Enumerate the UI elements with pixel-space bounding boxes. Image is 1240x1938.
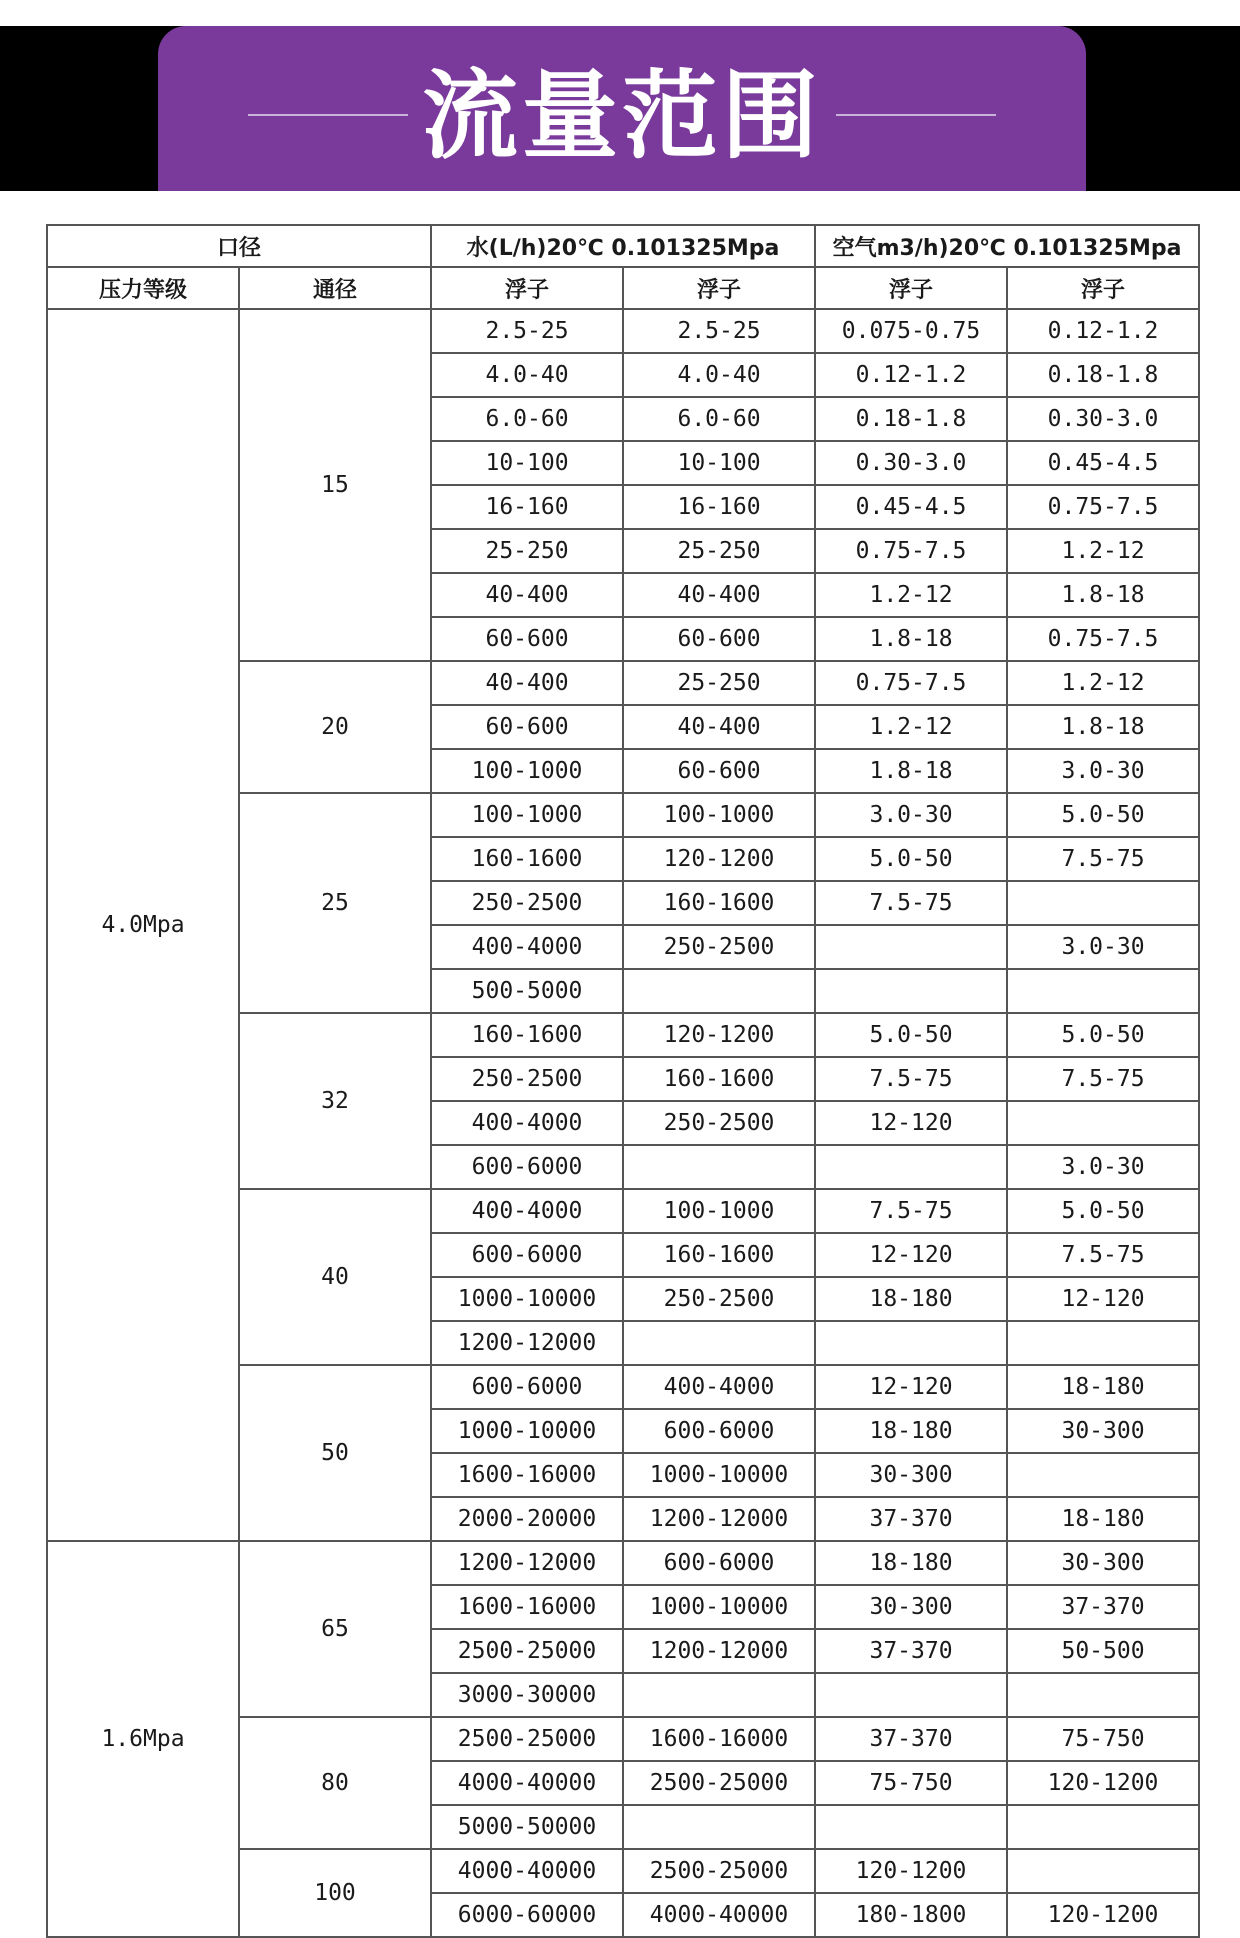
water-float-2-cell: 1200-12000 — [623, 1629, 815, 1673]
water-float-2-cell: 600-6000 — [623, 1541, 815, 1585]
air-float-1-cell: 18-180 — [815, 1277, 1007, 1321]
table-row — [47, 309, 1199, 353]
air-float-1-cell: 7.5-75 — [815, 1189, 1007, 1233]
water-float-2-cell: 250-2500 — [623, 1277, 815, 1321]
water-float-1-cell: 2.5-25 — [431, 309, 623, 353]
air-float-1-cell — [815, 1673, 1007, 1717]
air-float-2-cell: 5.0-50 — [1007, 1013, 1199, 1057]
water-float-1-cell: 1600-16000 — [431, 1585, 623, 1629]
water-float-2-cell: 100-1000 — [623, 1189, 815, 1233]
air-float-2-cell — [1007, 1849, 1199, 1893]
water-float-2-cell: 120-1200 — [623, 837, 815, 881]
water-float-2-cell: 250-2500 — [623, 1101, 815, 1145]
water-float-2-cell: 60-600 — [623, 617, 815, 661]
flow-range-table — [46, 224, 1200, 1938]
table-row — [47, 1541, 1199, 1585]
air-float-2-cell: 30-300 — [1007, 1541, 1199, 1585]
air-float-2-cell: 0.45-4.5 — [1007, 441, 1199, 485]
air-float-1-cell — [815, 1145, 1007, 1189]
header-row-sub — [47, 267, 1199, 309]
water-float-2-cell: 2.5-25 — [623, 309, 815, 353]
air-float-2-cell: 1.2-12 — [1007, 529, 1199, 573]
air-float-2-cell: 1.8-18 — [1007, 573, 1199, 617]
water-float-1-cell: 25-250 — [431, 529, 623, 573]
air-float-2-cell: 3.0-30 — [1007, 749, 1199, 793]
air-float-2-cell: 120-1200 — [1007, 1761, 1199, 1805]
water-float-1-cell: 10-100 — [431, 441, 623, 485]
water-float-2-cell: 100-1000 — [623, 793, 815, 837]
air-float-1-cell: 5.0-50 — [815, 1013, 1007, 1057]
water-float-1-cell: 60-600 — [431, 617, 623, 661]
header-row-top — [47, 225, 1199, 267]
water-float-2-cell — [623, 1805, 815, 1849]
water-float-1-cell: 2500-25000 — [431, 1629, 623, 1673]
water-float-2-cell: 4.0-40 — [623, 353, 815, 397]
air-float-1-cell: 18-180 — [815, 1409, 1007, 1453]
air-float-2-cell: 1.2-12 — [1007, 661, 1199, 705]
pressure-level-cell: 4.0Mpa — [47, 309, 239, 1541]
water-float-2-cell: 2500-25000 — [623, 1849, 815, 1893]
header-float-water-2: 浮子 — [623, 267, 815, 309]
air-float-1-cell: 7.5-75 — [815, 881, 1007, 925]
air-float-1-cell: 0.12-1.2 — [815, 353, 1007, 397]
water-float-1-cell: 16-160 — [431, 485, 623, 529]
water-float-2-cell: 6.0-60 — [623, 397, 815, 441]
air-float-2-cell: 18-180 — [1007, 1497, 1199, 1541]
water-float-1-cell: 100-1000 — [431, 793, 623, 837]
water-float-2-cell — [623, 1321, 815, 1365]
air-float-2-cell: 0.30-3.0 — [1007, 397, 1199, 441]
air-float-1-cell: 0.18-1.8 — [815, 397, 1007, 441]
pressure-level-cell: 1.6Mpa — [47, 1541, 239, 1937]
water-float-2-cell: 160-1600 — [623, 881, 815, 925]
nominal-diameter-cell: 32 — [239, 1013, 431, 1189]
water-float-2-cell — [623, 1145, 815, 1189]
air-float-2-cell: 0.75-7.5 — [1007, 485, 1199, 529]
water-float-1-cell: 6.0-60 — [431, 397, 623, 441]
air-float-2-cell: 3.0-30 — [1007, 1145, 1199, 1189]
air-float-1-cell: 7.5-75 — [815, 1057, 1007, 1101]
water-float-1-cell: 1600-16000 — [431, 1453, 623, 1497]
air-float-2-cell — [1007, 1805, 1199, 1849]
water-float-1-cell: 1200-12000 — [431, 1321, 623, 1365]
air-float-1-cell: 3.0-30 — [815, 793, 1007, 837]
air-float-1-cell: 12-120 — [815, 1101, 1007, 1145]
water-float-1-cell: 100-1000 — [431, 749, 623, 793]
air-float-2-cell — [1007, 1453, 1199, 1497]
water-float-1-cell: 40-400 — [431, 573, 623, 617]
water-float-2-cell — [623, 969, 815, 1013]
water-float-1-cell: 4.0-40 — [431, 353, 623, 397]
nominal-diameter-cell: 100 — [239, 1849, 431, 1937]
water-float-1-cell: 5000-50000 — [431, 1805, 623, 1849]
air-float-2-cell: 3.0-30 — [1007, 925, 1199, 969]
water-float-2-cell: 250-2500 — [623, 925, 815, 969]
air-float-2-cell — [1007, 1101, 1199, 1145]
water-float-2-cell: 25-250 — [623, 661, 815, 705]
water-float-2-cell: 160-1600 — [623, 1233, 815, 1277]
water-float-2-cell: 10-100 — [623, 441, 815, 485]
air-float-1-cell: 0.75-7.5 — [815, 529, 1007, 573]
water-float-1-cell: 400-4000 — [431, 1189, 623, 1233]
air-float-1-cell: 1.8-18 — [815, 749, 1007, 793]
water-float-2-cell: 1000-10000 — [623, 1453, 815, 1497]
air-float-1-cell: 18-180 — [815, 1541, 1007, 1585]
nominal-diameter-cell: 15 — [239, 309, 431, 661]
air-float-2-cell: 7.5-75 — [1007, 837, 1199, 881]
air-float-1-cell: 30-300 — [815, 1585, 1007, 1629]
air-float-2-cell — [1007, 1673, 1199, 1717]
air-float-1-cell: 0.45-4.5 — [815, 485, 1007, 529]
water-float-2-cell: 25-250 — [623, 529, 815, 573]
water-float-2-cell: 16-160 — [623, 485, 815, 529]
water-float-1-cell: 4000-40000 — [431, 1849, 623, 1893]
air-float-1-cell: 120-1200 — [815, 1849, 1007, 1893]
air-float-1-cell: 5.0-50 — [815, 837, 1007, 881]
nominal-diameter-cell: 20 — [239, 661, 431, 793]
water-float-2-cell: 1600-16000 — [623, 1717, 815, 1761]
water-float-1-cell: 40-400 — [431, 661, 623, 705]
title-banner — [158, 26, 1086, 191]
air-float-1-cell: 1.2-12 — [815, 573, 1007, 617]
water-float-1-cell: 600-6000 — [431, 1233, 623, 1277]
water-float-2-cell: 1000-10000 — [623, 1585, 815, 1629]
air-float-2-cell: 75-750 — [1007, 1717, 1199, 1761]
water-float-1-cell: 600-6000 — [431, 1145, 623, 1189]
water-float-1-cell: 160-1600 — [431, 837, 623, 881]
header-caliber: 口径 — [47, 225, 431, 267]
air-float-2-cell: 37-370 — [1007, 1585, 1199, 1629]
header-float-air-2: 浮子 — [1007, 267, 1199, 309]
water-float-2-cell: 600-6000 — [623, 1409, 815, 1453]
water-float-1-cell: 1000-10000 — [431, 1277, 623, 1321]
water-float-1-cell: 160-1600 — [431, 1013, 623, 1057]
air-float-1-cell — [815, 1321, 1007, 1365]
air-float-2-cell: 12-120 — [1007, 1277, 1199, 1321]
air-float-2-cell — [1007, 969, 1199, 1013]
air-float-1-cell — [815, 969, 1007, 1013]
air-float-1-cell: 75-750 — [815, 1761, 1007, 1805]
air-float-1-cell: 12-120 — [815, 1233, 1007, 1277]
water-float-1-cell: 2500-25000 — [431, 1717, 623, 1761]
water-float-1-cell: 1200-12000 — [431, 1541, 623, 1585]
air-float-1-cell: 37-370 — [815, 1629, 1007, 1673]
air-float-2-cell: 18-180 — [1007, 1365, 1199, 1409]
water-float-1-cell: 4000-40000 — [431, 1761, 623, 1805]
air-float-1-cell: 37-370 — [815, 1497, 1007, 1541]
air-float-2-cell: 7.5-75 — [1007, 1233, 1199, 1277]
water-float-2-cell: 2500-25000 — [623, 1761, 815, 1805]
air-float-2-cell: 30-300 — [1007, 1409, 1199, 1453]
air-float-1-cell — [815, 925, 1007, 969]
air-float-2-cell: 0.12-1.2 — [1007, 309, 1199, 353]
header-air: 空气m3/h)20℃ 0.101325Mpa — [815, 225, 1199, 267]
air-float-1-cell — [815, 1805, 1007, 1849]
air-float-1-cell: 0.30-3.0 — [815, 441, 1007, 485]
air-float-1-cell: 0.075-0.75 — [815, 309, 1007, 353]
air-float-1-cell: 180-1800 — [815, 1893, 1007, 1937]
air-float-1-cell: 1.8-18 — [815, 617, 1007, 661]
air-float-1-cell: 12-120 — [815, 1365, 1007, 1409]
water-float-1-cell: 250-2500 — [431, 881, 623, 925]
air-float-1-cell: 30-300 — [815, 1453, 1007, 1497]
air-float-1-cell: 0.75-7.5 — [815, 661, 1007, 705]
nominal-diameter-cell: 80 — [239, 1717, 431, 1849]
water-float-2-cell: 40-400 — [623, 573, 815, 617]
water-float-1-cell: 3000-30000 — [431, 1673, 623, 1717]
water-float-2-cell: 60-600 — [623, 749, 815, 793]
water-float-2-cell: 4000-40000 — [623, 1893, 815, 1937]
nominal-diameter-cell: 25 — [239, 793, 431, 1013]
water-float-2-cell: 120-1200 — [623, 1013, 815, 1057]
water-float-1-cell: 2000-20000 — [431, 1497, 623, 1541]
water-float-1-cell: 1000-10000 — [431, 1409, 623, 1453]
header-nominal-diameter: 通径 — [239, 267, 431, 309]
air-float-2-cell: 0.18-1.8 — [1007, 353, 1199, 397]
water-float-2-cell: 160-1600 — [623, 1057, 815, 1101]
water-float-2-cell: 400-4000 — [623, 1365, 815, 1409]
water-float-1-cell: 400-4000 — [431, 925, 623, 969]
air-float-2-cell: 5.0-50 — [1007, 1189, 1199, 1233]
air-float-2-cell: 1.8-18 — [1007, 705, 1199, 749]
header-pressure-level: 压力等级 — [47, 267, 239, 309]
water-float-1-cell: 500-5000 — [431, 969, 623, 1013]
header-water: 水(L/h)20℃ 0.101325Mpa — [431, 225, 815, 267]
title-decoration-right — [836, 114, 996, 116]
air-float-2-cell: 50-500 — [1007, 1629, 1199, 1673]
water-float-1-cell: 250-2500 — [431, 1057, 623, 1101]
air-float-2-cell: 5.0-50 — [1007, 793, 1199, 837]
water-float-1-cell: 600-6000 — [431, 1365, 623, 1409]
air-float-2-cell: 7.5-75 — [1007, 1057, 1199, 1101]
water-float-2-cell — [623, 1673, 815, 1717]
water-float-1-cell: 6000-60000 — [431, 1893, 623, 1937]
water-float-1-cell: 400-4000 — [431, 1101, 623, 1145]
air-float-2-cell — [1007, 1321, 1199, 1365]
nominal-diameter-cell: 50 — [239, 1365, 431, 1541]
header-float-water-1: 浮子 — [431, 267, 623, 309]
nominal-diameter-cell: 40 — [239, 1189, 431, 1365]
header-float-air-1: 浮子 — [815, 267, 1007, 309]
air-float-2-cell: 0.75-7.5 — [1007, 617, 1199, 661]
nominal-diameter-cell: 65 — [239, 1541, 431, 1717]
air-float-1-cell: 37-370 — [815, 1717, 1007, 1761]
page-title: 流量范围 — [422, 60, 822, 172]
water-float-1-cell: 60-600 — [431, 705, 623, 749]
water-float-2-cell: 1200-12000 — [623, 1497, 815, 1541]
air-float-1-cell: 1.2-12 — [815, 705, 1007, 749]
air-float-2-cell: 120-1200 — [1007, 1893, 1199, 1937]
water-float-2-cell: 40-400 — [623, 705, 815, 749]
air-float-2-cell — [1007, 881, 1199, 925]
